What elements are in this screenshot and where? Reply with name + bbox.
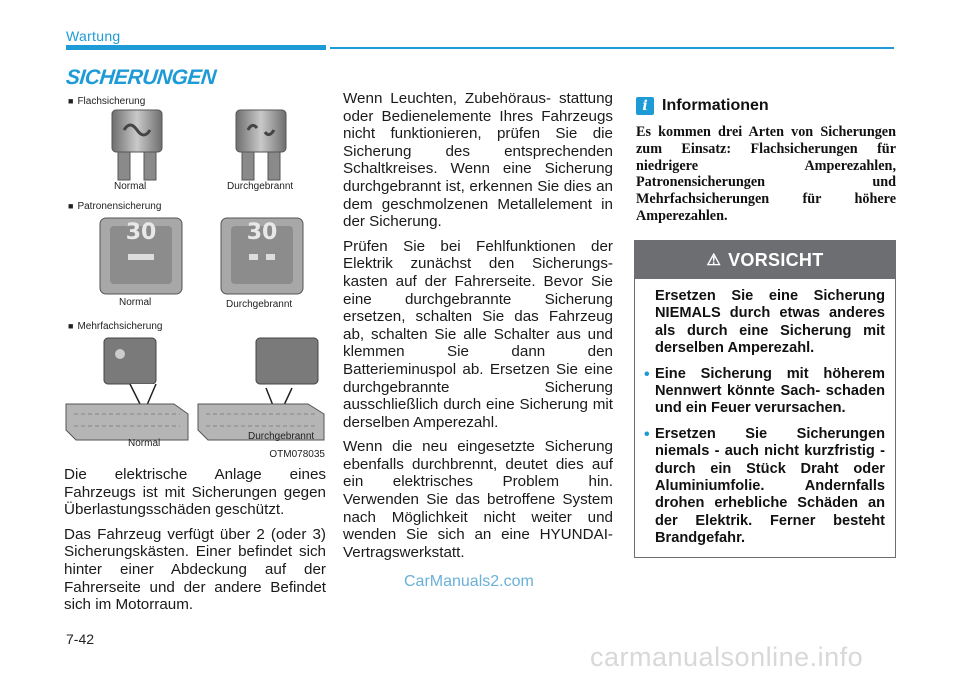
cartridge-normal-caption: Normal: [119, 297, 152, 308]
caution-box: [634, 240, 896, 558]
carmanualsonline-watermark: carmanualsonline.info: [590, 642, 864, 672]
instructions-text-column: [343, 90, 613, 568]
flat-normal-caption: Normal: [114, 181, 147, 192]
multi-fuse-normal-image: [64, 334, 194, 446]
cartridge-fuse-blown-image: [219, 216, 305, 296]
cartridge-blown-caption: Durchgebrannt: [226, 299, 293, 310]
info-header: [636, 97, 769, 115]
multi-normal-caption: Normal: [128, 438, 161, 449]
flat-blown-caption: Durchgebrannt: [227, 181, 294, 192]
flat-fuse-label: ■ Flachsicherung: [68, 96, 145, 107]
cartridge-normal-rating: 30: [125, 220, 157, 245]
page-number: 7-42: [66, 631, 95, 647]
caution-header: [635, 241, 895, 279]
caution-item: • Eine Sicherung mit höherem Nennwert könnte Sach- schaden und ein Feuer verursachen.: [655, 366, 885, 418]
intro-text-column: [64, 466, 326, 621]
page-heading: SICHERUNGEN: [64, 66, 217, 89]
caution-intro: Ersetzen Sie eine Sicherung NIEMALS durch etwas anderes als durch eine Sicherung mit derselben Amperezahl.: [655, 288, 885, 357]
section-label: Wartung: [66, 28, 121, 44]
warning-triangle-icon: ⚠: [706, 252, 722, 269]
carmanuals-watermark: CarManuals2.com: [404, 573, 534, 590]
caution-body: [635, 279, 895, 548]
figure-code: OTM078035: [269, 449, 325, 460]
flat-fuse-normal-image: [108, 108, 166, 182]
multi-blown-caption: Durchgebrannt: [248, 431, 315, 442]
fuse-types-figure: [64, 94, 329, 462]
instructions-paragraph-3: Wenn die neu eingesetzte Sicherung ebenfalls durchbrennt, deutet dies auf ein elektrisches Problem hin. Verwenden Sie das betroffene System nach Möglichkeit nicht weiter und wenden Sie sich an eine HYUNDAI-Vertragswerkstatt.: [343, 438, 613, 561]
header-rule-thin: [330, 47, 894, 49]
instructions-paragraph-1: Wenn Leuchten, Zubehöraus- stattung oder Bedienelemente Ihres Fahrzeugs nicht funktionieren, prüfen Sie die Sicherung des entsprechenden Schaltkreises. Wenn eine Sicherung durchgebrannt ist, erkennen Sie dies an dem geschmolzenen Metallelement in der Sicherung.: [343, 90, 613, 231]
intro-paragraph-2: Das Fahrzeug verfügt über 2 (oder 3) Sicherungskästen. Einer befindet sich hinter einer Abdeckung auf der Fahrerseite und der andere Befindet sich im Motorraum.: [64, 525, 326, 614]
multi-fuse-label: ■ Mehrfachsicherung: [68, 321, 162, 332]
info-text: Es kommen drei Arten von Sicherungen zum Einsatz: Flachsicherungen für niedrigere Amperezahlen, Patronensicherungen und Mehrfachsicherungen für höhere Amperezahlen.: [636, 124, 896, 224]
info-title: Informationen: [662, 97, 769, 114]
flat-fuse-blown-image: [232, 108, 290, 182]
caution-title: VORSICHT: [728, 249, 824, 270]
info-icon: i: [636, 97, 654, 115]
cartridge-blown-rating: 30: [246, 220, 278, 245]
header-rule-thick: [66, 45, 326, 50]
cartridge-fuse-label: ■ Patronensicherung: [68, 201, 161, 212]
intro-paragraph-1: Die elektrische Anlage eines Fahrzeugs ist mit Sicherungen gegen Überlastungsschäden geschützt.: [64, 466, 326, 519]
instructions-paragraph-2: Prüfen Sie bei Fehlfunktionen der Elektrik zunächst den Sicherungs- kasten auf der Fahrerseite. Bevor Sie eine durchgebrannte Sicherung ersetzen, schalten Sie das Fahrzeug ab, schalten Sie alle Schalter aus und klemmen Sie dann den Batterieminuspol ab. Ersetzen Sie eine durchgebrannte Sicherung ausschließlich durch eine Sicherung mit derselben Amperezahl.: [343, 237, 613, 431]
cartridge-fuse-normal-image: [98, 216, 184, 296]
caution-item: • Ersetzen Sie Sicherungen niemals - auch nicht kurzfristig - durch ein Stück Draht oder Aluminiumfolie. Andernfalls drohen erhebliche Schäden an der Elektrik. Ferner besteht Brandgefahr.: [655, 426, 885, 548]
multi-fuse-blown-image: [196, 334, 329, 446]
caution-list: [655, 366, 885, 548]
